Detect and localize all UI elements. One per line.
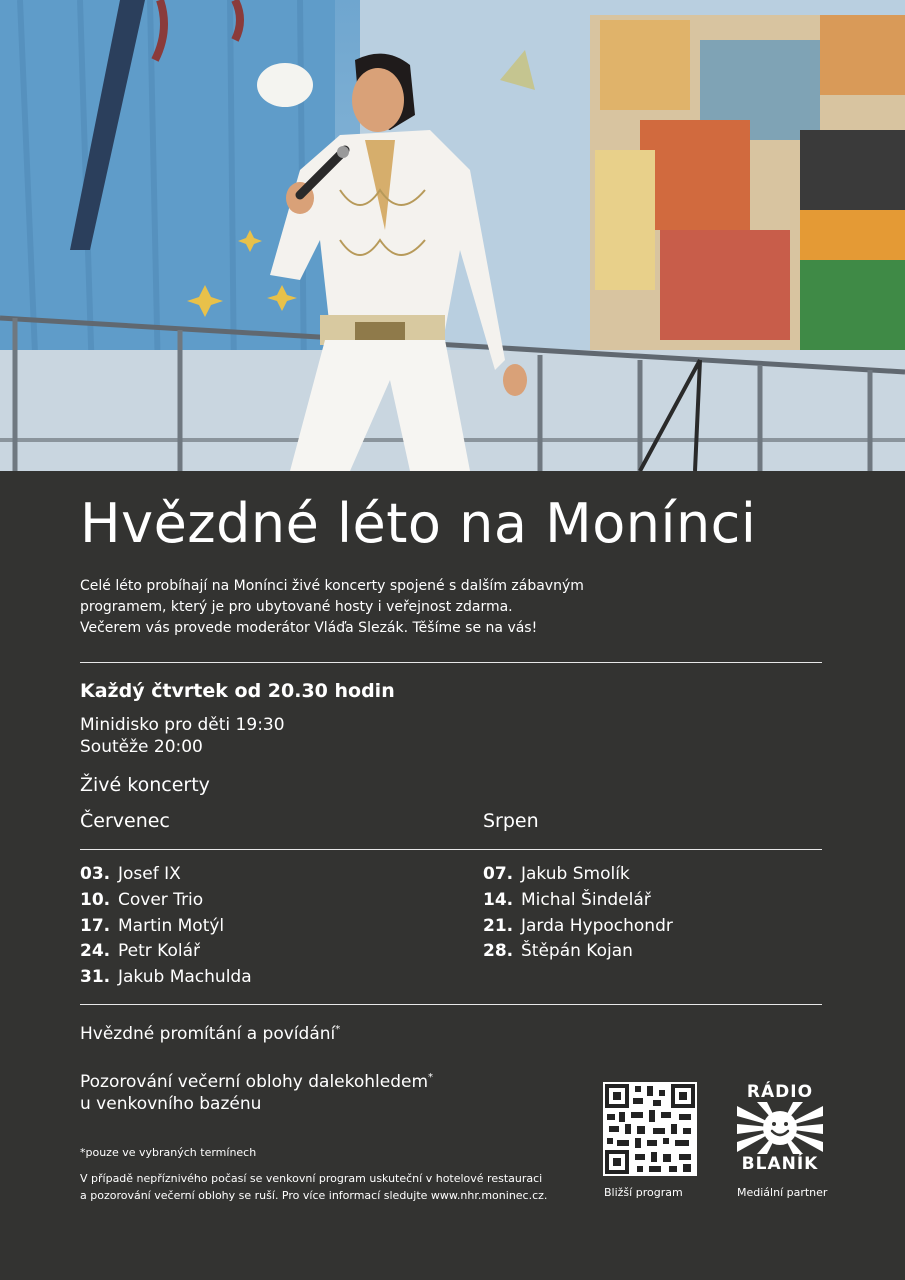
concert-date: 28.: [483, 941, 514, 962]
concert-artist: Štěpán Kojan: [521, 941, 633, 962]
weather-line: a pozorování večerní oblohy se ruší. Pro více informací sledujte www.nhr.moninec.cz.: [80, 1189, 548, 1202]
concert-artist: Petr Kolář: [118, 941, 200, 962]
radio-logo-top: RÁDIO: [746, 1082, 814, 1102]
concert-artist: Jakub Smolík: [521, 864, 630, 884]
month-august-heading: Srpen: [483, 810, 539, 832]
concert-item: [483, 888, 673, 914]
month-july-heading: Červenec: [80, 810, 170, 832]
concert-date: 31.: [80, 967, 111, 988]
intro-line: Celé léto probíhají na Monínci živé koncerty spojené s dalším zábavným: [80, 578, 584, 594]
intro-line: Večerem vás provede moderátor Vláďa Slezák. Těšíme se na vás!: [80, 620, 538, 636]
weekly-schedule: [80, 714, 285, 758]
concert-artist: Martin Motýl: [118, 915, 225, 936]
july-concert-list: [80, 862, 252, 991]
concert-date: 24.: [80, 941, 111, 962]
concert-item: [80, 939, 252, 965]
live-concerts-heading: Živé koncerty: [80, 774, 210, 796]
concert-item: [483, 939, 673, 965]
intro-text: [80, 576, 680, 639]
page-title: Hvězdné léto na Monínci: [80, 492, 757, 555]
stargazing-line: [80, 1067, 433, 1093]
concert-date: 03.: [80, 864, 111, 884]
divider: [80, 849, 822, 850]
hero-photo: [0, 0, 905, 471]
concert-date: 21.: [483, 915, 514, 936]
concert-date: 17.: [80, 915, 111, 936]
concert-artist: Michal Šindelář: [521, 889, 651, 910]
stargazing-line: u venkovního bazénu: [80, 1094, 262, 1114]
concert-artist: Jarda Hypochondr: [521, 915, 673, 936]
footnote: *pouze ve vybraných termínech: [80, 1146, 257, 1159]
stargazing-event: [80, 1067, 433, 1115]
every-thursday-heading: Každý čtvrtek od 20.30 hodin: [80, 680, 395, 702]
radio-logo-bottom: BLANÍK: [741, 1154, 819, 1174]
radio-caption: Mediální partner: [737, 1186, 828, 1199]
schedule-item: Soutěže 20:00: [80, 737, 203, 757]
intro-line: programem, který je pro ubytované hosty i veřejnost zdarma.: [80, 599, 513, 615]
concert-artist: Cover Trio: [118, 889, 204, 910]
concert-item: [80, 862, 252, 888]
elvis-performer-photo: [0, 0, 905, 471]
weather-line: V případě nepříznivého počasí se venkovní program uskuteční v hotelové restauraci: [80, 1172, 543, 1185]
divider: [80, 1004, 822, 1005]
schedule-item: Minidisko pro děti 19:30: [80, 715, 285, 735]
concert-item: [80, 888, 252, 914]
asterisk: *: [335, 1024, 341, 1035]
qr-code-icon[interactable]: [603, 1082, 697, 1176]
concert-artist: Jakub Machulda: [118, 967, 252, 988]
concert-item: [80, 965, 252, 991]
concert-date: 14.: [483, 889, 514, 910]
qr-code-graphic: [603, 1082, 697, 1176]
concert-item: [483, 914, 673, 940]
radio-blanik-sun-logo: [737, 1102, 823, 1154]
concert-date: 10.: [80, 889, 111, 910]
stargazing-text: Pozorování večerní oblohy dalekohledem: [80, 1072, 429, 1092]
qr-caption: Bližší program: [604, 1186, 683, 1199]
screening-event: [80, 1024, 340, 1044]
radio-blanik-logo: [737, 1082, 823, 1174]
screening-text: Hvězdné promítání a povídání: [80, 1024, 336, 1044]
concert-item: [483, 862, 673, 888]
concert-date: 07.: [483, 864, 514, 884]
weather-notice: [80, 1170, 547, 1204]
concert-item: [80, 914, 252, 940]
concert-artist: Josef IX: [118, 864, 181, 884]
asterisk: *: [428, 1072, 434, 1083]
divider: [80, 662, 822, 663]
august-concert-list: [483, 862, 673, 965]
